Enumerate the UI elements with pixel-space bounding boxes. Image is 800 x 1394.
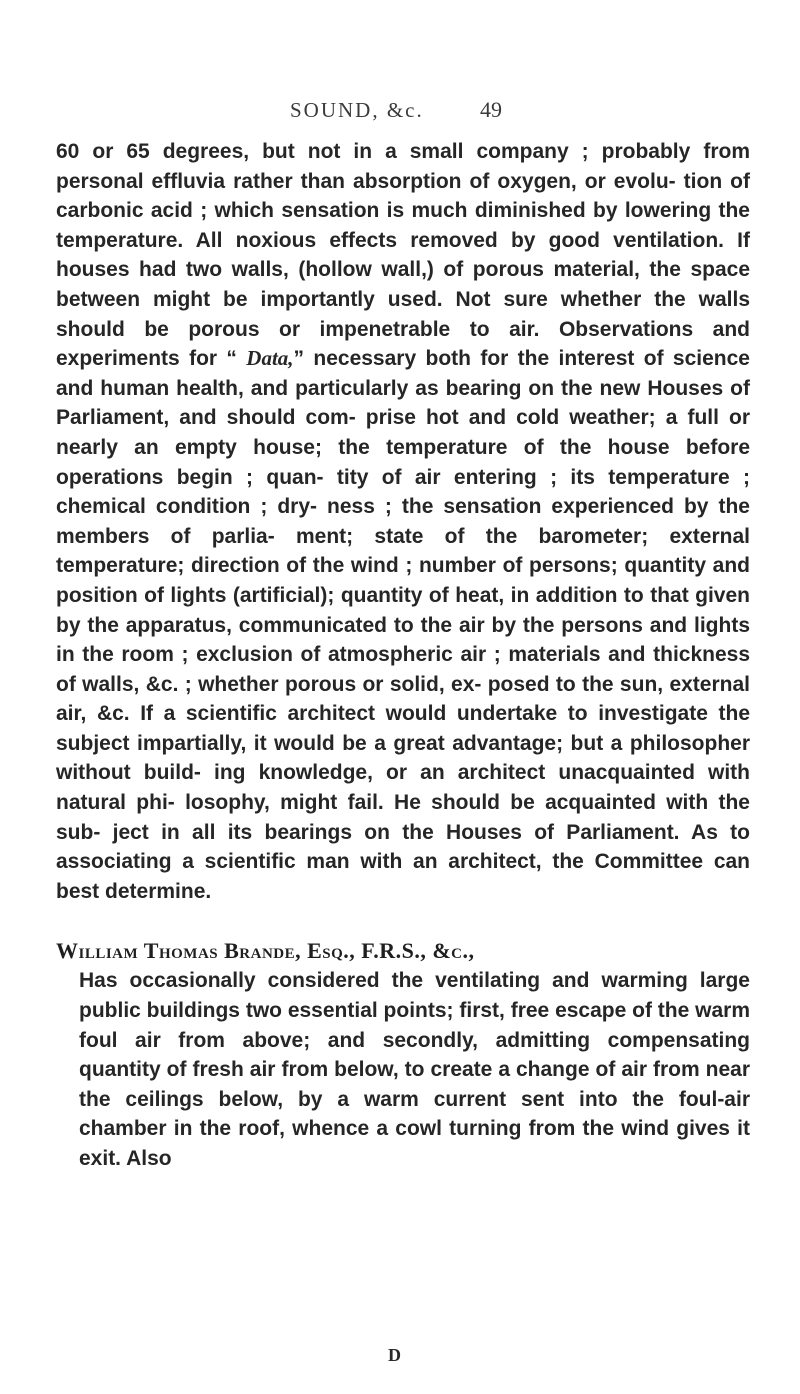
paragraph-ventilation-observations	[56, 137, 750, 906]
running-head	[0, 98, 800, 128]
body-text	[56, 137, 750, 1174]
paragraph-text-before: 60 or 65 degrees, but not in a small company ; probably from personal effluvia rather than absorption of oxygen, or evolu- tion of carbonic acid ; which sensation is much diminished by lowering the temperature. All noxious effects removed by good ventilation. If houses had two walls, (hollow wall,) of porous material, the space between might be importantly used. Not sure whether the walls should be porous or impenetrable to air. Observations and experiments for “	[56, 140, 750, 371]
signature-mark: D	[388, 1345, 401, 1365]
paragraph-brande-testimony: Has occasionally considered the ventilating and warming large public buildings two essential points; first, free escape of the warm foul air from above; and secondly, admitting compensating quantity of fresh air from below, to create a change of air from near the ceilings below, by a warm current sent into the foul-air chamber in the roof, whence a cowl turning from the wind gives it exit. Also	[79, 969, 750, 1170]
page-number: 49	[480, 97, 502, 122]
witness-heading: William Thomas Brande, Esq., F.R.S., &c.,	[56, 938, 475, 964]
italic-data-term: Data,	[246, 346, 294, 371]
running-title: SOUND, &c.	[290, 98, 424, 122]
paragraph-text-after: ” necessary both for the interest of science and human health, and particularly as bearing on the new Houses of Parliament, and should com- prise hot and cold weather; a full or nearly an empty house; the temperature of the house before operations begin ; quan- tity of air entering ; its temperature ; chemical condition ; dry- ness ; the sensation experienced by the members of parlia- ment; state of the barometer; external temperature; direction of the wind ; number of persons; quantity and position of lights (artificial); quantity of heat, in addition to that given by the apparatus, communicated to the air by the persons and lights in the room ; exclusion of atmospheric air ; materials and thickness of walls, &c. ; whether porous or solid, ex- posed to the sun, external air, &c. If a scientific architect would undertake to investigate the subject impartially, it would be a great advantage; but a philosopher without build- ing knowledge, or an architect unacquainted with natural phi- losophy, might fail. He should be acquainted with the sub- ject in all its bearings on the Houses of Parliament. As to associating a scientific man with an architect, the Committee can best determine.	[56, 347, 750, 903]
